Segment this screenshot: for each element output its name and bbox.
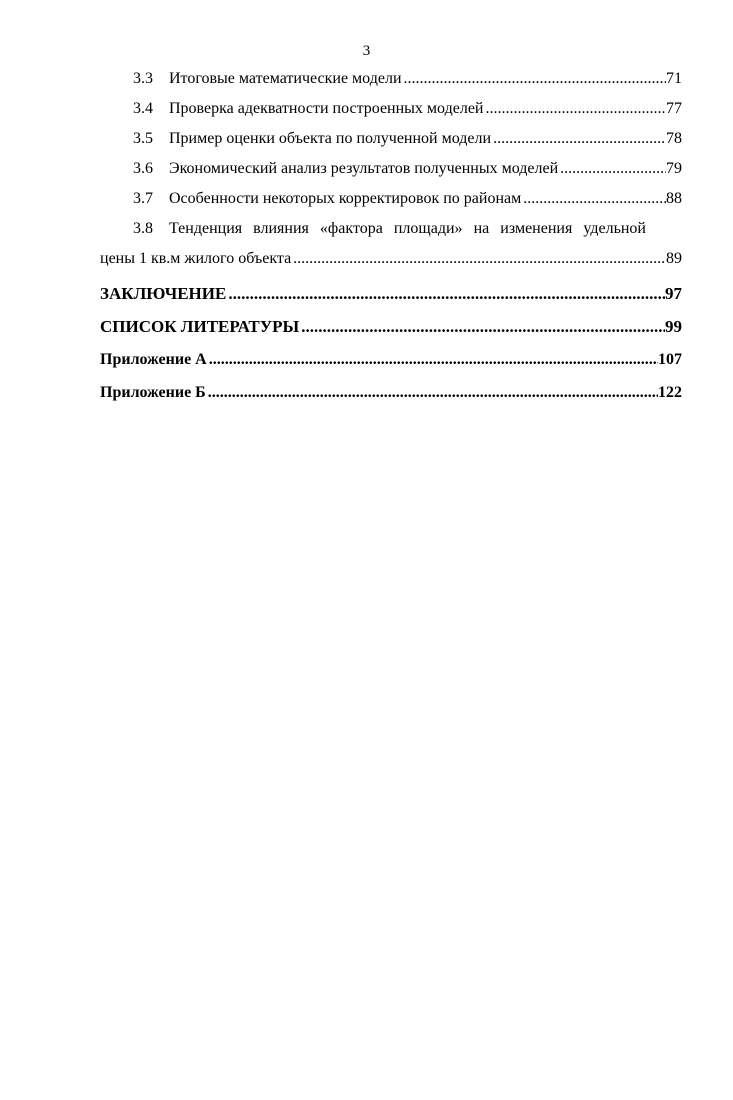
toc-entry-number: 3.4	[133, 100, 153, 117]
toc-entry-page: 71	[666, 70, 682, 87]
dot-leader	[226, 277, 665, 310]
toc-entry-page: 88	[666, 190, 682, 207]
toc-entry-number: 3.6	[133, 160, 153, 177]
toc-entry-title: Особенности некоторых корректировок по районам	[169, 190, 522, 207]
toc-entry-title-line1: Тенденция влияния «фактора площади» на изменения удельной	[169, 220, 646, 237]
toc-entry-number: 3.3	[133, 70, 153, 87]
toc-entry-number: 3.8	[133, 220, 153, 237]
toc-entry-3-6[interactable]	[100, 154, 682, 184]
toc-entry-appendix-a[interactable]	[100, 343, 682, 376]
dot-leader	[483, 94, 666, 124]
dot-leader	[299, 310, 665, 343]
toc-entry-page: 122	[658, 384, 682, 401]
toc-entry-title: Приложение А	[100, 351, 207, 368]
toc-entry-3-4[interactable]	[100, 94, 682, 124]
toc-entry-page: 78	[666, 130, 682, 147]
toc-entry-appendix-b[interactable]	[100, 376, 682, 409]
toc-entry-title: Итоговые математические модели	[169, 70, 402, 87]
dot-leader	[521, 184, 666, 214]
toc-entry-3-5[interactable]	[100, 124, 682, 154]
toc-entry-title: СПИСОК ЛИТЕРАТУРЫ	[100, 317, 300, 336]
dot-leader	[402, 64, 667, 94]
toc-entry-page: 77	[666, 100, 682, 117]
dot-leader	[206, 376, 658, 409]
toc-entry-title: Экономический анализ результатов полученных моделей	[169, 160, 559, 177]
toc-entry-number: 3.7	[133, 190, 153, 207]
toc-entry-title: Пример оценки объекта по полученной модели	[169, 130, 492, 147]
dot-leader	[558, 154, 666, 184]
page-number: 3	[362, 43, 371, 59]
toc-entry-conclusion[interactable]	[100, 277, 682, 310]
table-of-contents	[100, 64, 682, 409]
toc-entry-3-7[interactable]	[100, 184, 682, 214]
toc-entry-page: 97	[665, 284, 682, 303]
toc-entry-page: 89	[666, 250, 682, 267]
toc-entry-page: 99	[665, 317, 682, 336]
toc-entry-title: Приложение Б	[100, 384, 206, 401]
toc-entry-3-3[interactable]	[100, 64, 682, 94]
toc-entry-references[interactable]	[100, 310, 682, 343]
dot-leader	[207, 343, 658, 376]
dot-leader	[491, 124, 666, 154]
toc-entry-number: 3.5	[133, 130, 153, 147]
toc-entry-page: 107	[658, 351, 682, 368]
toc-entry-page: 79	[666, 160, 682, 177]
toc-entry-title: Проверка адекватности построенных моделей	[169, 100, 484, 117]
toc-entry-title-line2: цены 1 кв.м жилого объекта	[100, 250, 292, 267]
toc-entry-3-8[interactable]	[100, 214, 682, 274]
dot-leader	[291, 244, 666, 274]
toc-entry-title: ЗАКЛЮЧЕНИЕ	[100, 284, 227, 303]
